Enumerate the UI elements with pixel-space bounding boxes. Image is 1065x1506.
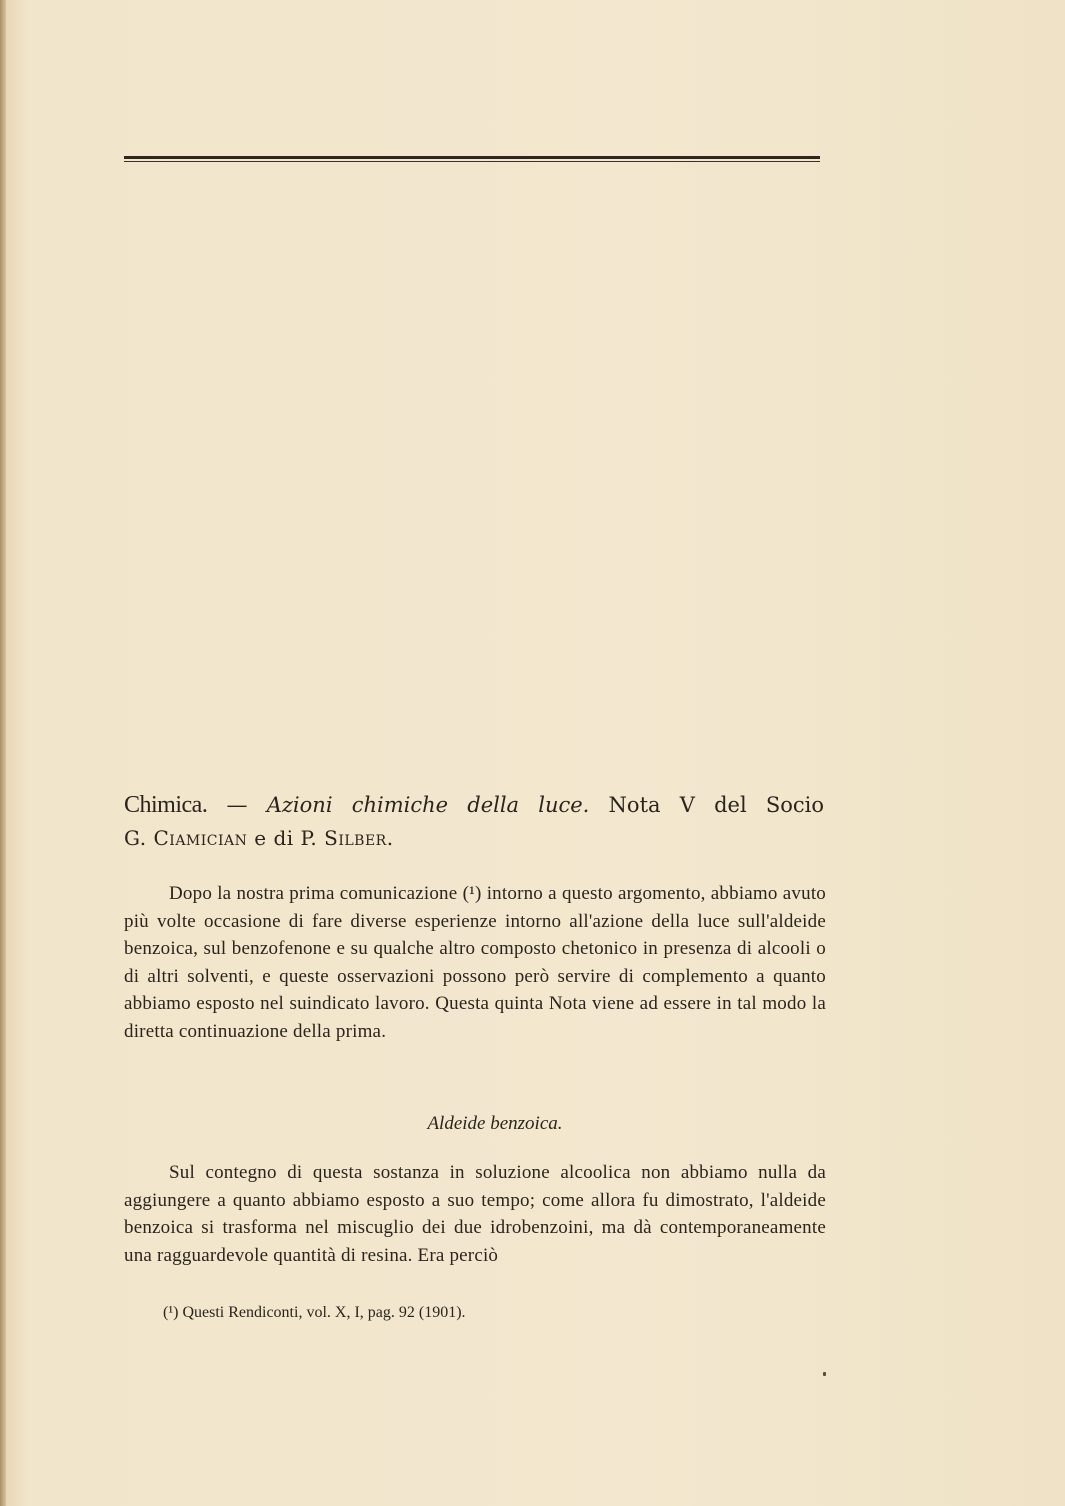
paragraph-intro xyxy=(124,880,826,1045)
author-end: . xyxy=(386,826,394,850)
author-name-1: Ciamician xyxy=(153,826,248,850)
heading-subject: Chimica. xyxy=(124,792,208,818)
section-title: Aldeide benzoica. xyxy=(427,1113,563,1134)
paragraph-intro-start: Dopo la nostra prima comunicazione xyxy=(169,883,463,904)
heading-note: Nota V del Socio xyxy=(589,793,824,817)
paragraph-intro-rest: intorno a questo argomento, abbiamo avuto più volte occasione di fare diverse esperienze intorno all'azione della luce sull'aldeide benzoica, sul benzofenone e su qualche altro composto chetonico in presenza di alcooli o di altri solventi, e queste osservazioni possono però servire di complemento a quanto abbiamo esposto nel suindicato lavoro. Questa quinta Nota viene ad essere in tal modo la diretta continuazione della prima. xyxy=(124,883,827,1042)
heading-dash: — xyxy=(207,793,267,817)
article-authors xyxy=(124,823,824,853)
page-edge-shadow xyxy=(0,0,6,1506)
author-initial-1: G. xyxy=(124,826,154,850)
author-name-2: Silber xyxy=(324,826,387,850)
author-connector: e di P. xyxy=(247,826,325,850)
header-rule-thin xyxy=(124,161,820,162)
footnote: (¹) Questi Rendiconti, vol. X, I, pag. 92 (1901). xyxy=(163,1304,466,1321)
header-rule xyxy=(124,156,820,162)
article-heading xyxy=(124,787,824,823)
header-rule-thick xyxy=(124,156,820,159)
paragraph-aldeide: Sul contegno di questa sostanza in soluzione alcoolica non abbiamo nulla da aggiungere a quanto abbiamo esposto a suo tempo; come allora fu dimostrato, l'aldeide benzoica si trasforma nel miscuglio dei due idrobenzoini, ma dà contemporaneamente una ragguardevole quantità di resina. Era perciò xyxy=(124,1162,826,1266)
page-speck xyxy=(823,1372,826,1376)
article-title: Azioni chimiche della luce. xyxy=(266,793,590,817)
footnote-reference: (¹) xyxy=(462,883,482,904)
